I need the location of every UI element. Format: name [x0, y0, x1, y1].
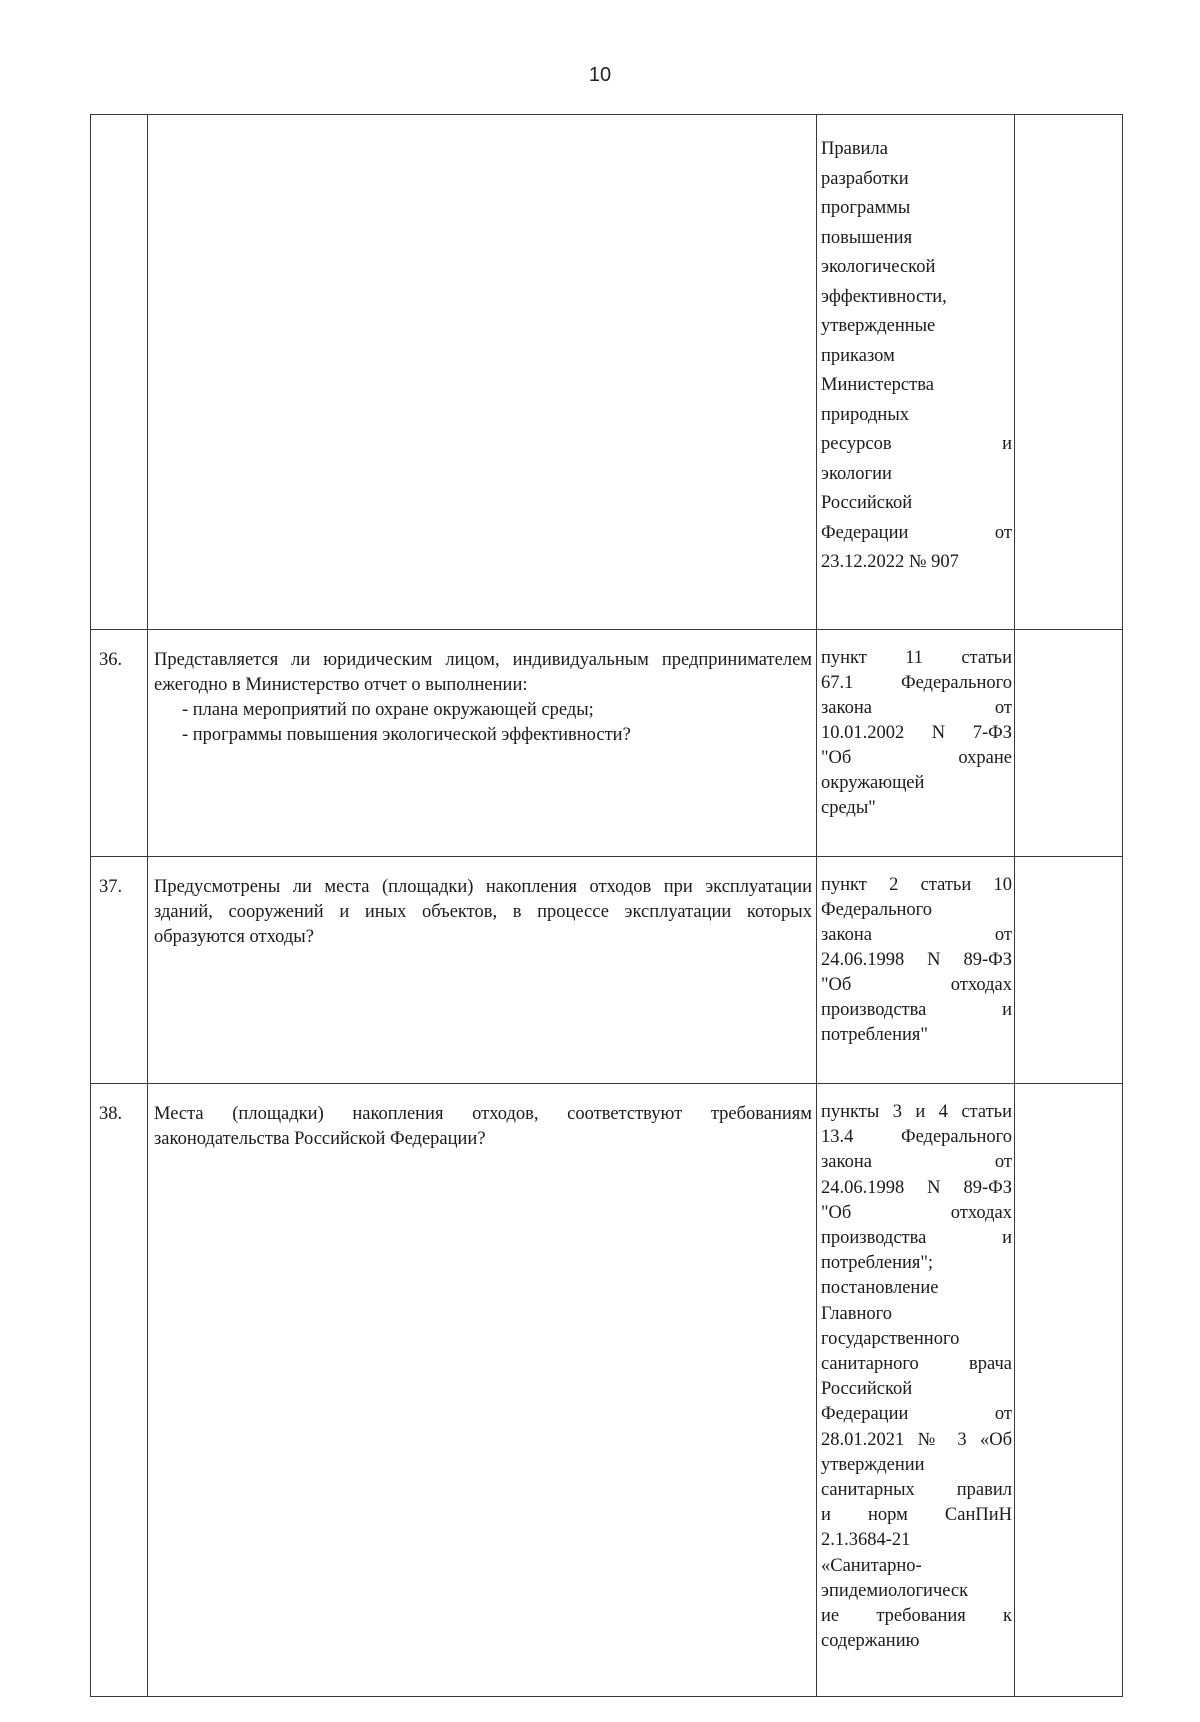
reference-line: утвержденные [821, 316, 936, 336]
reference-line: среды" [821, 798, 876, 818]
table-row [91, 630, 1123, 857]
question-item: - программы повышения экологической эффективности? [182, 725, 631, 745]
reference-line: "Об отходах [821, 1202, 1012, 1223]
reference-line: Российской [821, 493, 913, 513]
notes-cell [1015, 115, 1123, 630]
row-number: 37. [91, 857, 148, 1084]
reference-line: пункт 11 статьи [821, 648, 1012, 668]
reference-line: постановление [821, 1278, 939, 1299]
row-number: 38. [91, 1084, 148, 1697]
reference-line: ресурсов и [821, 434, 1012, 454]
notes-cell [1015, 857, 1123, 1084]
reference-line: Министерства [821, 375, 934, 395]
reference-line: экологии [821, 463, 892, 484]
question-cell [148, 115, 817, 630]
reference-line: разработки [821, 168, 909, 189]
reference-line: производства и [821, 1000, 1012, 1020]
reference-line: Федерального [821, 900, 933, 920]
question-text: Предусмотрены ли места (площадки) накопления отходов при эксплуатации зданий, сооружений и иных объектов, в процессе эксплуатации которых образуются отходы? [154, 877, 812, 947]
reference-line: санитарного врача [821, 1354, 1012, 1375]
reference-cell [817, 857, 1015, 1084]
requirements-table [90, 114, 1123, 1697]
question-cell [148, 857, 817, 1084]
reference-line: производства и [821, 1228, 1012, 1249]
question-text: Представляется ли юридическим лицом, индивидуальным предпринимателем ежегодно в Министерство отчет о выполнении: [154, 650, 812, 695]
reference-line: Федерации от [821, 522, 1012, 543]
reference-line: потребления"; [821, 1253, 934, 1274]
reference-line: 10.01.2002 N 7-ФЗ [821, 723, 1012, 743]
question-cell [148, 630, 817, 857]
notes-cell [1015, 630, 1123, 857]
reference-line: пункт 2 статьи 10 [821, 875, 1012, 895]
reference-line: Российской [821, 1379, 913, 1400]
reference-line: экологической [821, 257, 936, 277]
reference-line: эпидемиологическ [821, 1580, 969, 1601]
reference-cell [817, 630, 1015, 857]
reference-line: закона от [821, 698, 1012, 718]
reference-cell [817, 1084, 1015, 1697]
reference-line: 28.01.2021 № 3 «Об [821, 1429, 1012, 1450]
reference-line: 24.06.1998 N 89-ФЗ [821, 950, 1012, 970]
notes-cell [1015, 1084, 1123, 1697]
question-item: - плана мероприятий по охране окружающей среды; [182, 700, 594, 720]
reference-line: санитарных правил [821, 1480, 1012, 1501]
reference-line: "Об охране [821, 748, 1012, 768]
reference-line: Правила [821, 139, 888, 159]
reference-line: Главного [821, 1303, 893, 1324]
reference-line: 67.1 Федерального [821, 673, 1012, 693]
reference-line: программы [821, 198, 911, 218]
reference-line: природных [821, 404, 910, 425]
row-number [91, 115, 148, 630]
reference-line: «Санитарно- [821, 1555, 922, 1576]
reference-line: эффективности, [821, 286, 947, 307]
page-number: 10 [588, 64, 612, 86]
question-cell [148, 1084, 817, 1697]
reference-line: закона от [821, 1152, 1012, 1173]
reference-line: пункты 3 и 4 статьи [821, 1102, 1012, 1122]
reference-line: 23.12.2022 № 907 [821, 552, 959, 572]
reference-line: закона от [821, 925, 1012, 945]
reference-line: повышения [821, 227, 913, 248]
question-text: Места (площадки) накопления отходов, соответствуют требованиям законодательства Российской Федерации? [154, 1104, 812, 1149]
reference-line: Федерации от [821, 1404, 1012, 1425]
reference-line: содержанию [821, 1631, 920, 1652]
reference-line: потребления" [821, 1025, 928, 1045]
table-row [91, 857, 1123, 1084]
row-number: 36. [91, 630, 148, 857]
reference-line: приказом [821, 345, 895, 366]
reference-line: 24.06.1998 N 89-ФЗ [821, 1177, 1012, 1198]
table-row [91, 1084, 1123, 1697]
reference-cell [817, 115, 1015, 630]
table-row [91, 115, 1123, 630]
reference-line: "Об отходах [821, 975, 1012, 995]
reference-line: и норм СанПиН [821, 1505, 1012, 1526]
reference-line: 2.1.3684-21 [821, 1530, 911, 1551]
reference-line: утверждении [821, 1454, 925, 1475]
reference-line: 13.4 Федерального [821, 1127, 1012, 1148]
reference-line: ие требования к [821, 1606, 1012, 1627]
reference-line: государственного [821, 1328, 960, 1349]
reference-line: окружающей [821, 773, 925, 793]
